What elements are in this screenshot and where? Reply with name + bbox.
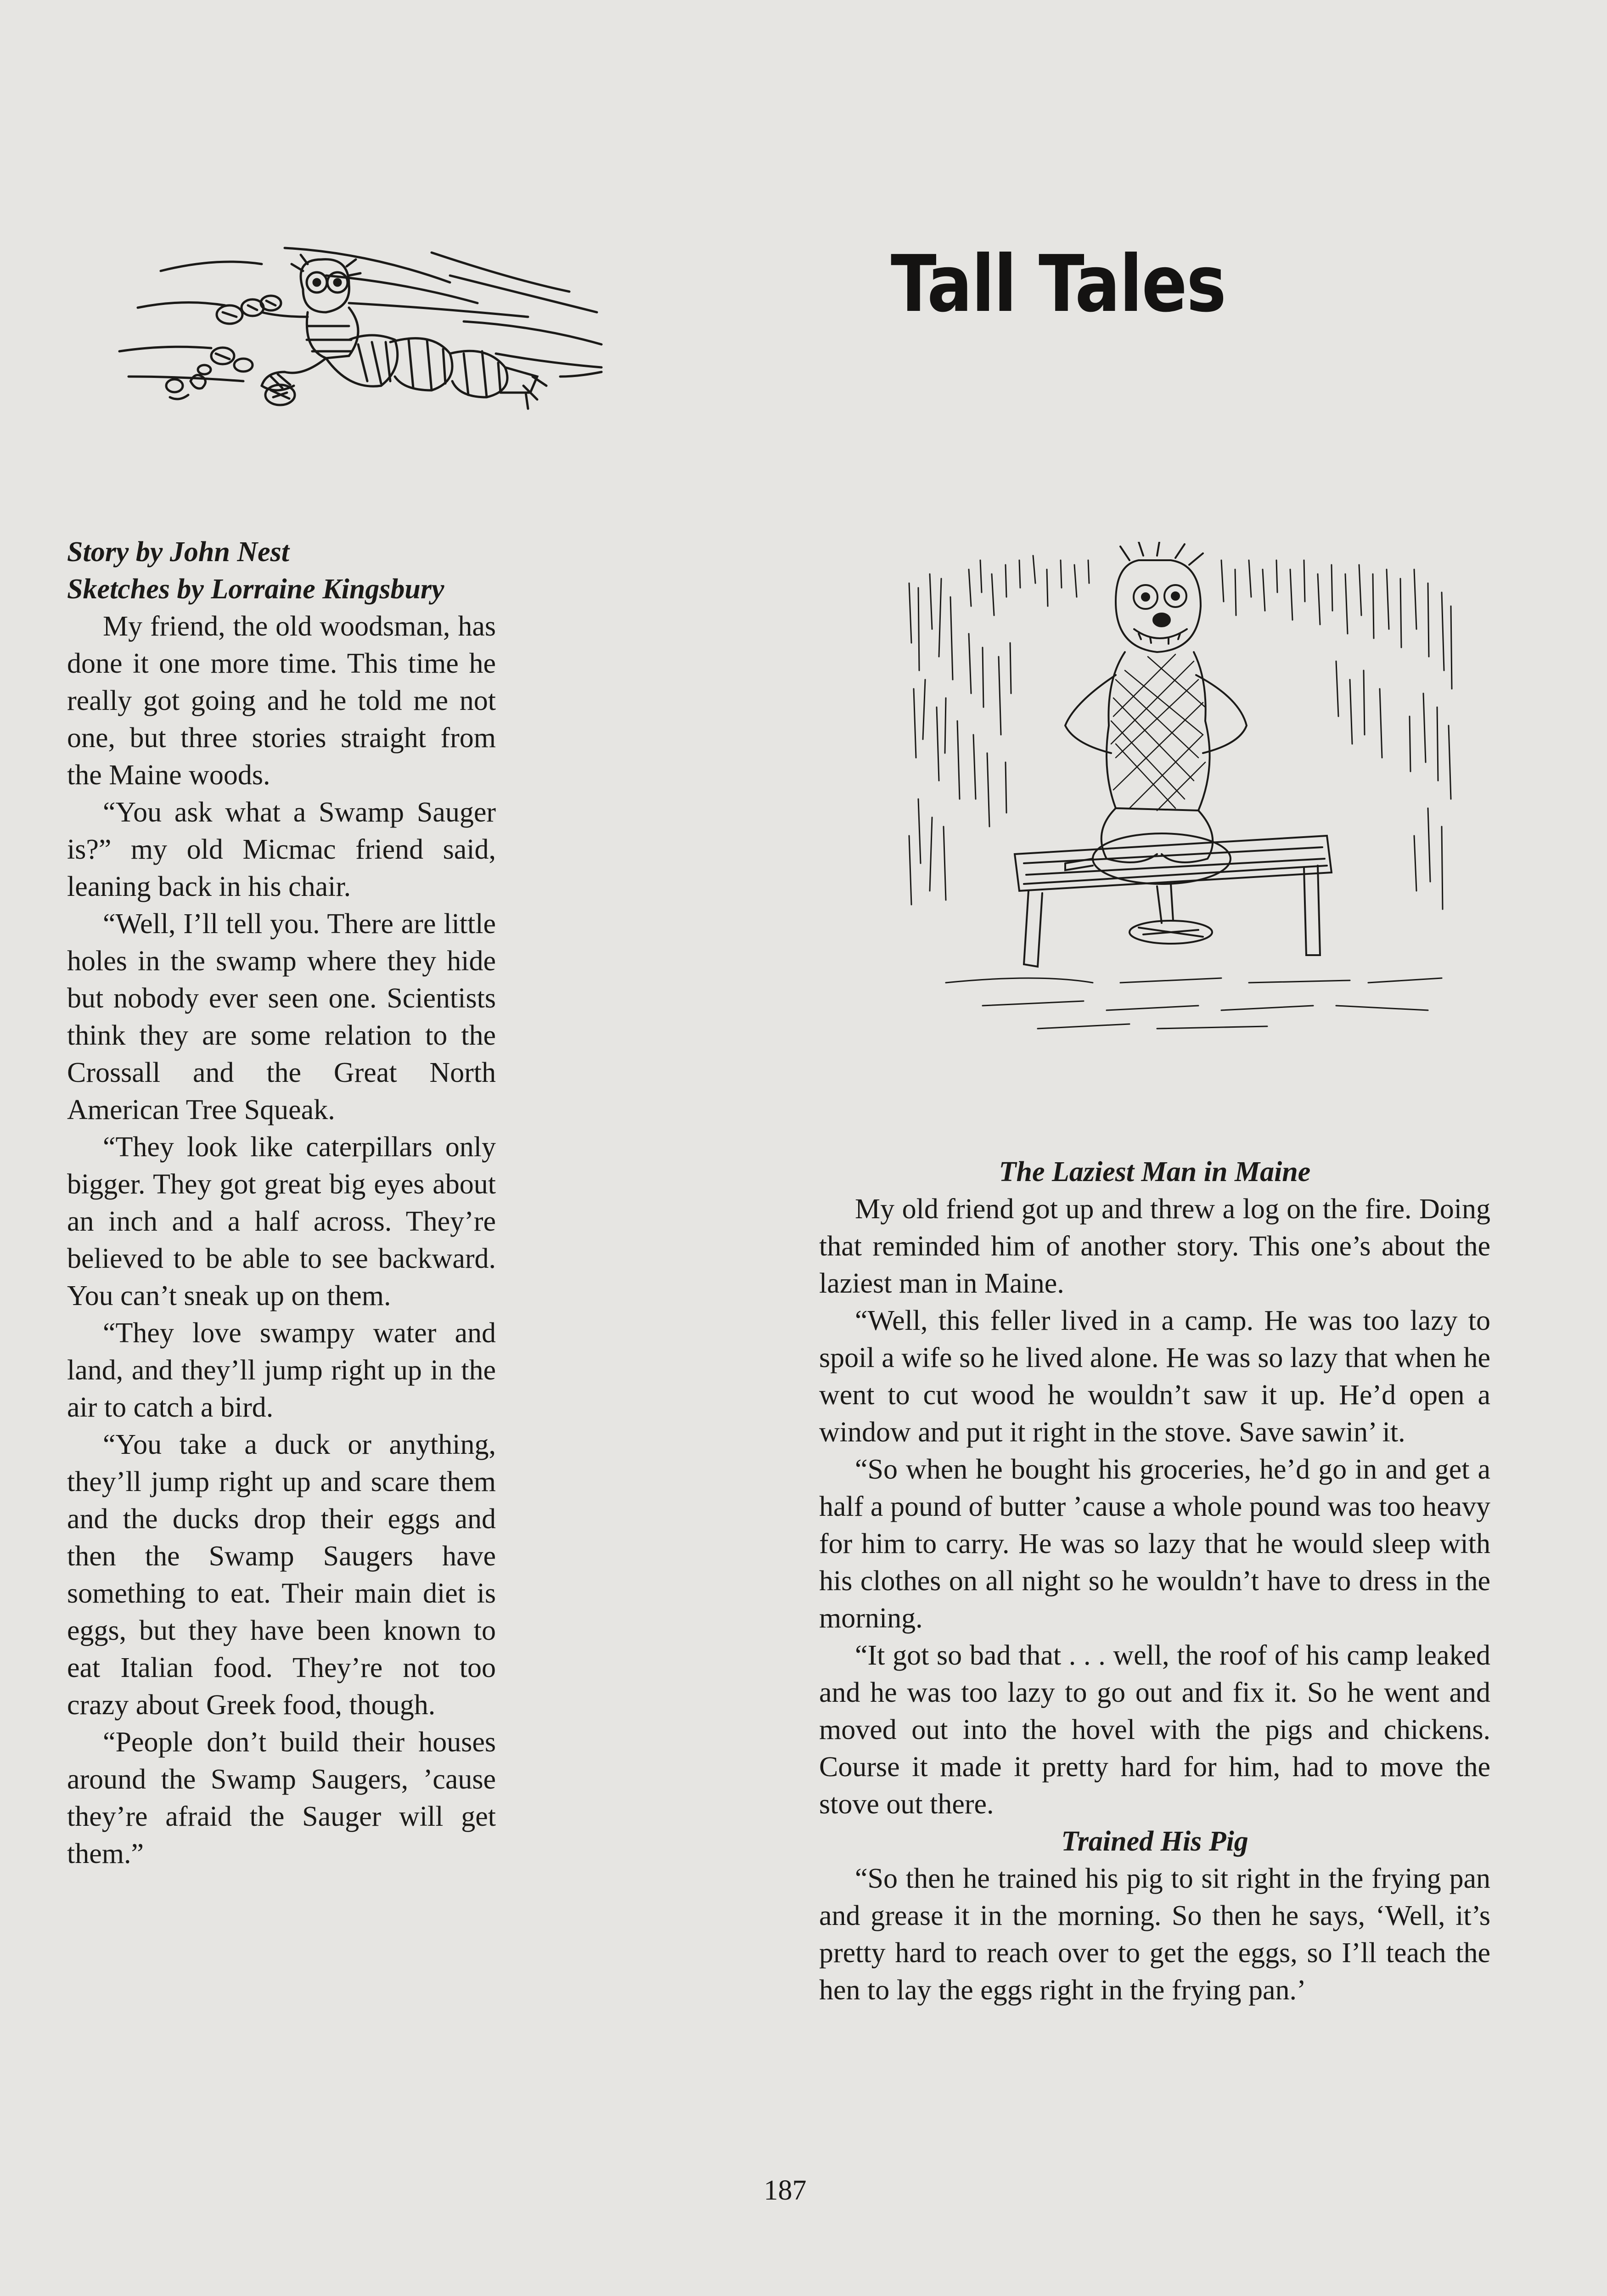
sketch-credit: Sketches by Lorraine Kingsbury: [67, 574, 444, 605]
paragraph: “It got so bad that . . . well, the roof of his camp leaked and he was too lazy to go out and fix it. So he went and moved out into the hovel with the pigs and chickens. Course it made it pretty hard for him, had to move the stove out there.: [819, 1640, 1490, 1820]
paragraph: “They love swampy water and land, and they’ll jump right up in the air to catch a bird.: [67, 1317, 496, 1423]
story-credit: Story by John Nest: [67, 536, 289, 568]
swamp-sauger-sketch-icon: [110, 239, 611, 436]
paragraph: “People don’t build their houses around the Swamp Saugers, ’cause they’re afraid the Sauger will get them.”: [67, 1727, 496, 1869]
paragraph: “So then he trained his pig to sit right in the frying pan and grease it in the morning. So then he says, ‘Well, it’s pretty hard to reach over to get the eggs, so I’ll teach the hen to lay the eggs right in the frying pan.’: [819, 1863, 1490, 2006]
paragraph: “They look like caterpillars only bigger. They got great big eyes about an inch and a half across. They’re believed to be able to see backward. You can’t sneak up on them.: [67, 1131, 496, 1311]
page-number: 187: [764, 2175, 807, 2206]
paragraph: My old friend got up and threw a log on the fire. Doing that reminded him of another story. This one’s about the laziest man in Maine.: [819, 1193, 1490, 1299]
paragraph: “So when he bought his groceries, he’d go in and get a half a pound of butter ’cause a whole pound was too heavy for him to carry. He was so lazy that he would sleep with his clothes on all night so he wouldn’t have to dress in the morning.: [819, 1454, 1490, 1634]
lazy-man-on-bench-sketch-icon: [900, 542, 1465, 1038]
left-column: [67, 534, 496, 1873]
section-heading-laziest-man: The Laziest Man in Maine: [999, 1156, 1311, 1187]
paragraph: My friend, the old woodsman, has done it one more time. This time he really got going and he told me not one, but three stories straight from the Maine woods.: [67, 611, 496, 791]
paragraph: “Well, I’ll tell you. There are little holes in the swamp where they hide but nobody ever seen one. Scientists think they are some relation to the Crossall and the Great North American Tree Squeak.: [67, 908, 496, 1125]
paragraph: “Well, this feller lived in a camp. He was too lazy to spoil a wife so he lived alone. He was so lazy that when he went to cut wood he wouldn’t saw it up. He’d open a window and put it right in the stove. Save sawin’ it.: [819, 1305, 1490, 1448]
paragraph: “You ask what a Swamp Sauger is?” my old Micmac friend said, leaning back in his chair.: [67, 797, 496, 902]
right-column: [819, 1154, 1490, 2009]
page-title: Tall Tales: [891, 239, 1226, 330]
paragraph: “You take a duck or anything, they’ll jump right up and scare them and the ducks drop their eggs and then the Swamp Saugers have something to eat. Their main diet is eggs, but they have been known to eat Italian food. They’re not too crazy about Greek food, though.: [67, 1429, 496, 1721]
section-heading-trained-pig: Trained His Pig: [1061, 1826, 1248, 1857]
byline: [67, 534, 496, 608]
